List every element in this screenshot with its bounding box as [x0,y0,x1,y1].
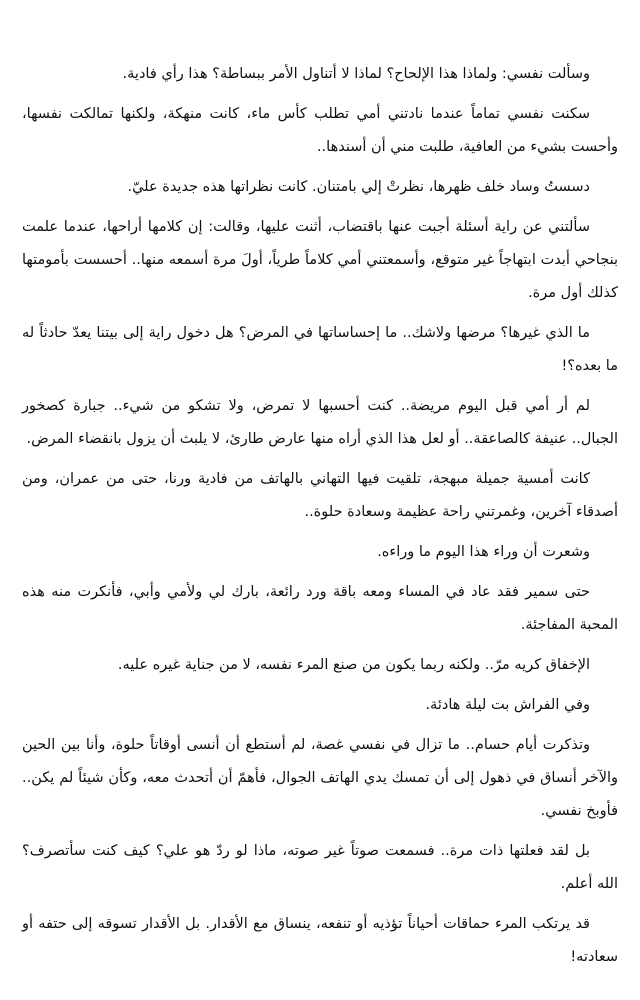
paragraph-14: قد يرتكب المرء حماقات أحياناً تؤذيه أو تنفعه، ينساق مع الأقدار. بل الأقدار تسوقه إلى حتفه أو سعادته! [22,916,618,965]
paragraph-6: لم أر أمي قبل اليوم مريضة.. كنت أحسبها لا تمرض، ولا تشكو من شيء.. جبارة كصخور الجبال.. عنيفة كالصاعقة.. أو لعل هذا الذي أراه منها عارض طارئ، لا يلبث أن يزول بانقضاء المرض. [22,398,618,447]
paragraph-12: وتذكرت أيام حسام.. ما تزال في نفسي غصة، لم أستطع أن أنسى أوقاتاً حلوة، وأنا بين الحين والآخر أنساق في ذهول إلى أن تمسك يدي الهاتف الجوال، فأهمّ أن أتحدث معه، وكأن شيئاً لم يكن.. فأوبخ نفسي. [22,737,618,819]
paragraph-1: وسألت نفسي: ولماذا هذا الإلحاح؟ لماذا لا أتناول الأمر ببساطة؟ هذا رأي فادية. [122,66,590,82]
paragraph-11: وفي الفراش بت ليلة هادئة. [425,697,590,713]
paragraph-9: حتى سمير فقد عاد في المساء ومعه باقة ورد رائعة، بارك لي ولأمي وأبي، فأنكرت منه هذه المحبة المفاجئة. [22,584,618,633]
paragraph-13: بل لقد فعلتها ذات مرة.. فسمعت صوتاً غير صوته، ماذا لو ردّ هو علي؟ كيف كنت سأتصرف؟ الله أعلم. [22,843,618,892]
paragraph-4: سألتني عن راية أسئلة أجبت عنها باقتضاب، أثنت عليها، وقالت: إن كلامها أراحها، عندما علمت بنجاحي أبدت ابتهاجاً غير متوقع، وأسمعتني أمي كلاماً طرياً، أولَ مرة أسمعه منها.. أحسست بأمومتها كذلك أول مرة. [22,219,618,301]
paragraph-3: دسستُ وساد خلف ظهرها، نظرتْ إلي بامتنان. كانت نظراتها هذه جديدة عليّ. [127,179,590,195]
paragraph-8: وشعرت أن وراء هذا اليوم ما وراءه. [377,544,590,560]
paragraph-10: الإخفاق كريه مرّ.. ولكنه ربما يكون من صنع المرء نفسه، لا من جناية غيره عليه. [117,657,590,673]
paragraph-7: كانت أمسية جميلة مبهجة، تلقيت فيها التهاني بالهاتف من فادية ورنا، حتى من عمران، ومن أصدقاء آخرين، وغمرتني راحة عظيمة وسعادة حلوة.. [22,471,618,520]
paragraph-5: ما الذي غيرها؟ مرضها ولاشك.. ما إحساساتها في المرض؟ هل دخول راية إلى بيتنا يعدّ حادثاً له ما بعده؟! [22,325,618,374]
paragraph-2: سكنت نفسي تماماً عندما نادتني أمي تطلب كأس ماء، كانت منهكة، ولكنها تمالكت نفسها، وأحست بشيء من العافية، طلبت مني أن أسندها.. [22,106,618,155]
